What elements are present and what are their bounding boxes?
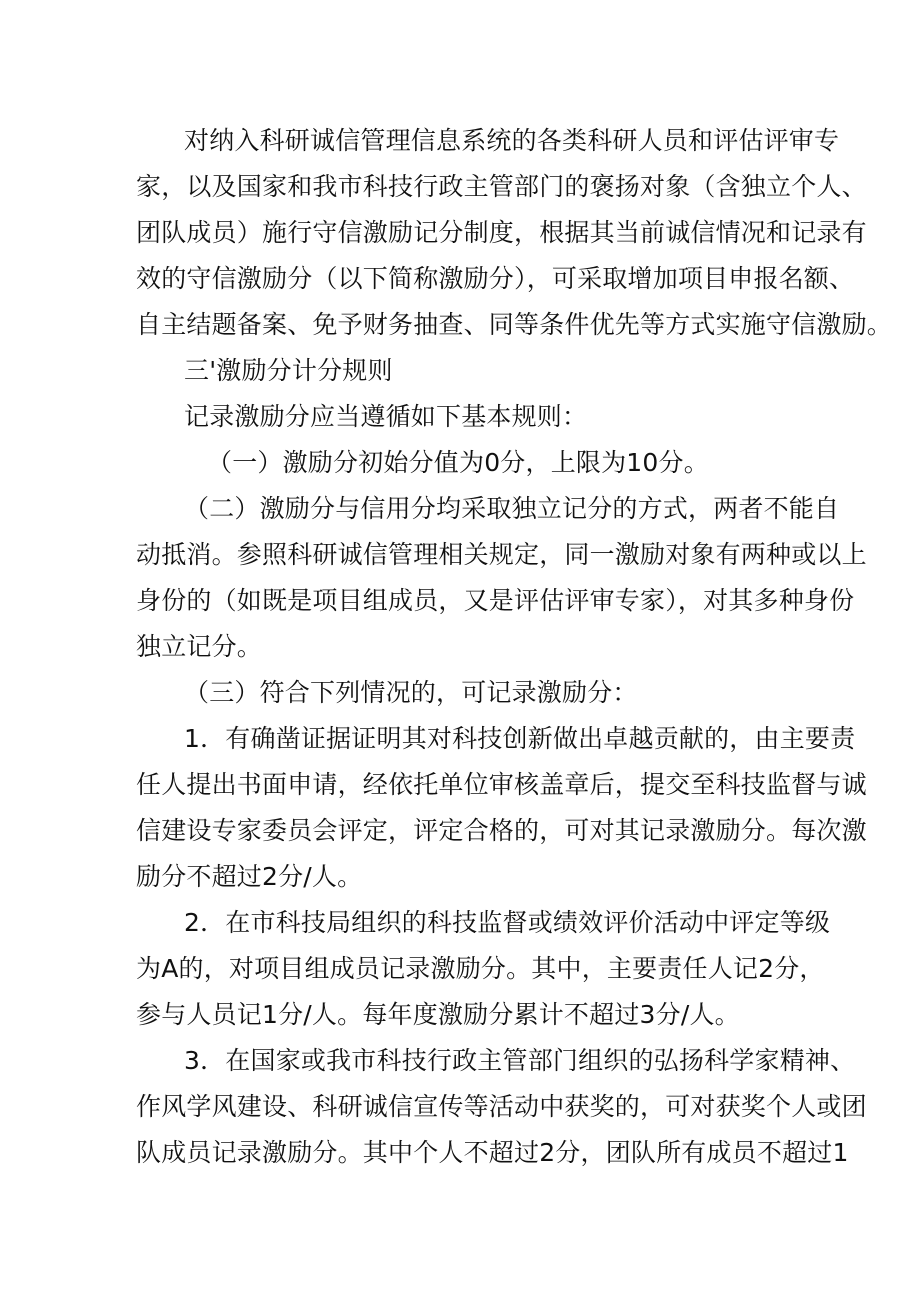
list-item-line: （一）激励分初始分值为0分，上限为10分。 [207, 448, 709, 477]
paragraph-line: 动抵消。参照科研诚信管理相关规定，同一激励对象有两种或以上 [136, 540, 867, 569]
list-item-line: 2．在市科技局组织的科技监督或绩效评价活动中评定等级 [184, 908, 831, 937]
list-item-line: （三）符合下列情况的，可记录激励分： [184, 678, 638, 707]
paragraph-line: 独立记分。 [136, 632, 263, 661]
paragraph-line: 为A的，对项目组成员记录激励分。其中，主要责任人记2分， [136, 954, 825, 983]
list-item-line: 3．在国家或我市科技行政主管部门组织的弘扬科学家精神、 [184, 1046, 856, 1075]
paragraph-line: 身份的（如既是项目组成员，又是评估评审专家），对其多种身份 [136, 586, 855, 615]
list-item-line: 1．有确凿证据证明其对科技创新做出卓越贡献的，由主要责 [184, 724, 856, 753]
paragraph-line: 记录激励分应当遵循如下基本规则： [184, 402, 588, 431]
paragraph-line: 效的守信激励分（以下简称激励分），可采取增加项目申报名额、 [136, 264, 855, 293]
paragraph-line: 参与人员记1分/人。每年度激励分累计不超过3分/人。 [136, 1000, 740, 1029]
paragraph-line: 团队成员）施行守信激励记分制度，根据其当前诚信情况和记录有 [136, 218, 867, 247]
paragraph-line: 励分不超过2分/人。 [136, 862, 363, 891]
paragraph-line: 对纳入科研诚信管理信息系统的各类科研人员和评估评审专 [184, 126, 840, 155]
paragraph-line: 家，以及国家和我市科技行政主管部门的褒扬对象（含独立个人、 [136, 172, 867, 201]
paragraph-line: 信建设专家委员会评定，评定合格的，可对其记录激励分。每次激 [136, 816, 867, 845]
paragraph-line: 队成员记录激励分。其中个人不超过2分，团队所有成员不超过1 [136, 1138, 849, 1167]
section-heading: 三'激励分计分规则 [184, 356, 393, 385]
list-item-line: （二）激励分与信用分均采取独立记分的方式，两者不能自 [184, 494, 840, 523]
paragraph-line: 作风学风建设、科研诚信宣传等活动中获奖的，可对获奖个人或团 [136, 1092, 867, 1121]
paragraph-line: 自主结题备案、免予财务抽查、同等条件优先等方式实施守信激励。 [136, 310, 893, 339]
paragraph-line: 任人提出书面申请，经依托单位审核盖章后，提交至科技监督与诚 [136, 770, 867, 799]
